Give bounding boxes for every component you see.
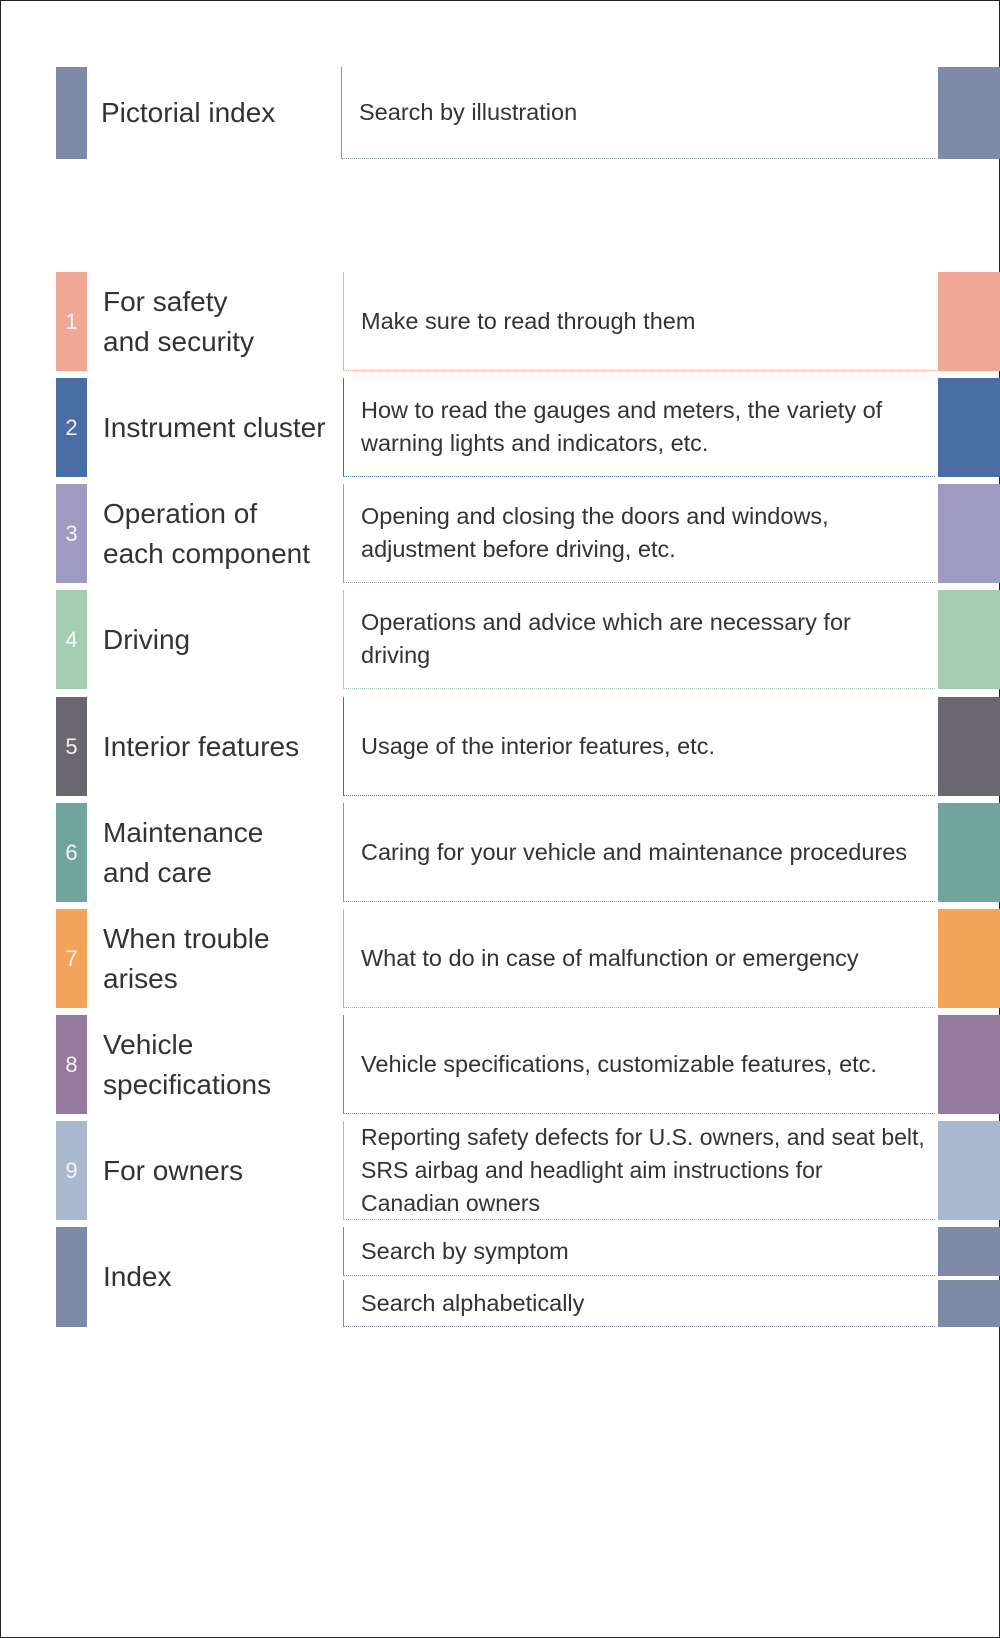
chapter-description: Caring for your vehicle and maintenance procedures	[343, 803, 935, 902]
chapter-number-tab: 4	[56, 590, 87, 689]
section-index	[0, 1227, 1000, 1327]
index-color-tab	[56, 1227, 87, 1327]
section-trouble[interactable]	[0, 909, 1000, 1008]
chapter-edge-tab[interactable]	[938, 1121, 1000, 1220]
index-search-alphabetical[interactable]	[343, 1280, 1000, 1327]
chapter-edge-tab[interactable]	[938, 803, 1000, 902]
chapter-description: Usage of the interior features, etc.	[343, 697, 935, 796]
section-instrument-cluster[interactable]	[0, 378, 1000, 477]
chapter-edge-tab[interactable]	[938, 697, 1000, 796]
chapter-title: Vehicle specifications	[103, 1028, 272, 1100]
chapter-title: When trouble arises	[103, 922, 270, 994]
chapter-title: For safety and security	[103, 285, 254, 357]
chapter-number-tab: 1	[56, 272, 87, 371]
chapter-description: Reporting safety defects for U.S. owners, and seat belt, SRS airbag and headlight aim instructions for Canadian owners	[343, 1121, 935, 1220]
chapter-number-tab: 5	[56, 697, 87, 796]
section-specifications[interactable]	[0, 1015, 1000, 1114]
chapter-edge-tab[interactable]	[938, 1015, 1000, 1114]
pictorial-description: Search by illustration	[341, 67, 935, 159]
chapter-description: What to do in case of malfunction or emergency	[343, 909, 935, 1008]
chapter-edge-tab[interactable]	[938, 909, 1000, 1008]
index-search-symptom[interactable]	[343, 1227, 1000, 1276]
chapter-edge-tab[interactable]	[938, 484, 1000, 583]
chapter-title: Driving	[103, 623, 191, 655]
chapter-title: Operation of each component	[103, 497, 311, 569]
chapter-number-tab: 6	[56, 803, 87, 902]
chapter-edge-tab[interactable]	[938, 272, 1000, 371]
search-alpha-edge-tab[interactable]	[938, 1280, 1000, 1327]
chapter-title: Interior features	[103, 730, 300, 762]
section-operation[interactable]	[0, 484, 1000, 583]
chapter-number-tab: 2	[56, 378, 87, 477]
section-safety[interactable]	[0, 272, 1000, 371]
section-pictorial-index[interactable]	[0, 67, 1000, 159]
chapter-description: Operations and advice which are necessary for driving	[343, 590, 935, 689]
chapter-number-tab: 7	[56, 909, 87, 1008]
chapter-number-tab: 8	[56, 1015, 87, 1114]
search-alpha-label: Search alphabetically	[343, 1280, 935, 1327]
search-symptom-label: Search by symptom	[343, 1227, 935, 1276]
chapter-number-tab: 3	[56, 484, 87, 583]
chapter-description: Vehicle specifications, customizable features, etc.	[343, 1015, 935, 1114]
chapter-edge-tab[interactable]	[938, 378, 1000, 477]
chapter-edge-tab[interactable]	[938, 590, 1000, 689]
section-interior[interactable]	[0, 697, 1000, 796]
chapter-title: Instrument cluster	[103, 411, 326, 443]
chapter-title: Maintenance and care	[103, 816, 264, 888]
chapter-description: Opening and closing the doors and windows, adjustment before driving, etc.	[343, 484, 935, 583]
search-symptom-edge-tab[interactable]	[938, 1227, 1000, 1276]
pictorial-title: Pictorial index	[101, 97, 276, 128]
chapter-description: Make sure to read through them	[343, 272, 935, 371]
pictorial-color-tab	[56, 67, 87, 159]
section-driving[interactable]	[0, 590, 1000, 689]
chapter-title: For owners	[103, 1154, 244, 1186]
chapter-description: How to read the gauges and meters, the variety of warning lights and indicators, etc.	[343, 378, 935, 477]
section-maintenance[interactable]	[0, 803, 1000, 902]
chapter-number-tab: 9	[56, 1121, 87, 1220]
index-title: Index	[103, 1261, 172, 1292]
section-owners[interactable]	[0, 1121, 1000, 1220]
pictorial-edge-tab[interactable]	[938, 67, 1000, 159]
